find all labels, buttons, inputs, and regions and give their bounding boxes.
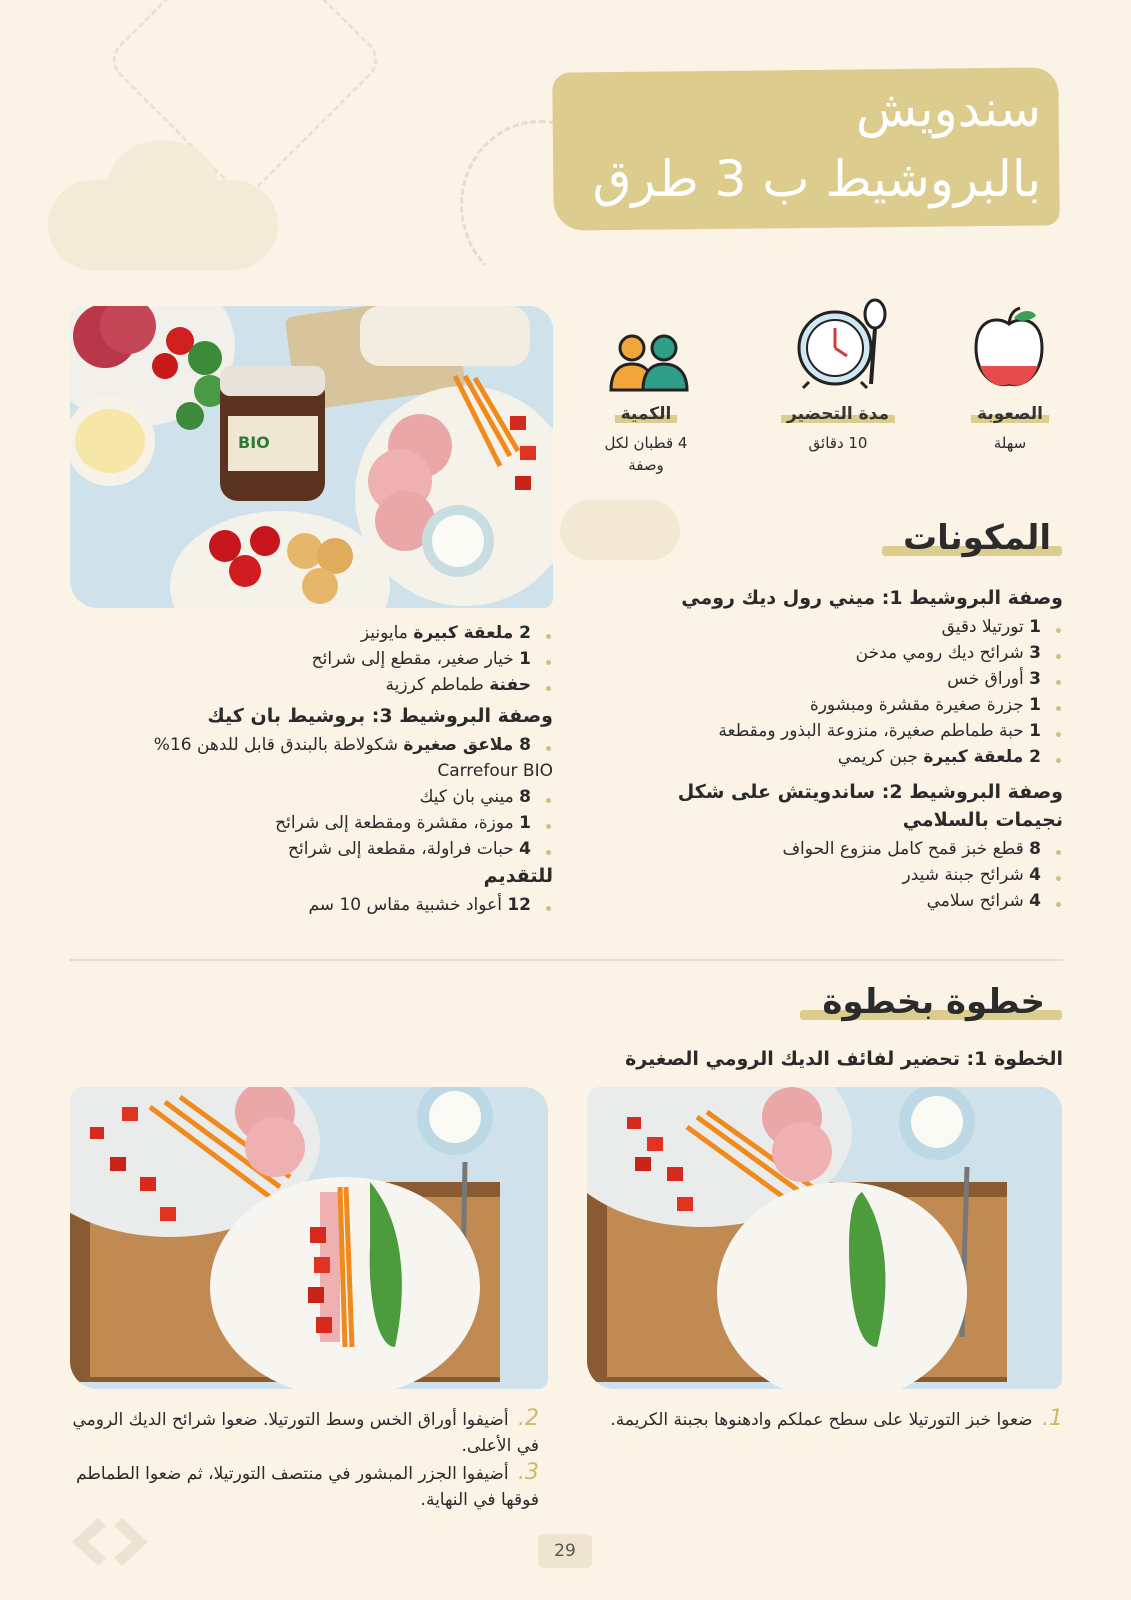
ingredient-item: 8 قطع خبز قمح كامل منزوع الحواف (663, 836, 1063, 862)
difficulty-label: الصعوبة (977, 404, 1043, 424)
ingredient-item-brand: Carrefour BIO (437, 761, 553, 781)
step-3-instruction (69, 1460, 539, 1513)
clock-spoon-icon (795, 296, 891, 392)
ingredient-item: 2 ملعقة كبيرة جبن كريمي (663, 744, 1063, 770)
ingredient-item: 3 شرائح ديك رومي مدخن (663, 640, 1063, 666)
step-text: أضيفوا أوراق الخس وسط التورتيلا. ضعوا شرائح الديك الرومي في الأعلى. (72, 1410, 539, 1456)
serving-title: للتقديم (483, 865, 553, 887)
ingredients-right-column (663, 584, 1063, 914)
page-title-line-1: سندويش (855, 80, 1041, 138)
page-title-line-2: بالبروشيط ب 3 طرق (592, 150, 1041, 208)
prep-time-label: مدة التحضير (787, 404, 889, 424)
ingredient-item: 1 خيار صغير، مقطع إلى شرائح (80, 646, 553, 672)
step-number: 3. (518, 1460, 539, 1485)
difficulty-info (945, 404, 1075, 454)
ingredient-item: 1 تورتيلا دقيق (663, 614, 1063, 640)
ingredient-item: 3 أوراق خس (663, 666, 1063, 692)
step-text: ضعوا خبز التورتيلا على سطح عملكم وادهنوها بجبنة الكريمة. (610, 1410, 1033, 1430)
ingredient-item: 1 جزرة صغيرة مقشرة ومبشورة (663, 692, 1063, 718)
quantity-value: 4 قطبان لكل وصفة (604, 434, 688, 474)
ingredient-item: 8 ميني بان كيك (80, 784, 553, 810)
ingredient-item: حفنة طماطم كرزية (80, 672, 553, 698)
step-1-title: الخطوة 1: تحضير لفائف الديك الرومي الصغيرة (625, 1048, 1063, 1070)
ingredient-item: 12 أعواد خشبية مقاس 10 سم (80, 892, 553, 918)
carrefour-logo-icon (68, 1514, 152, 1570)
step-text: أضيفوا الجزر المبشور في منتصف التورتيلا، ثم ضعوا الطماطم فوقها في النهاية. (76, 1464, 539, 1510)
ingredient-item: 4 شرائح سلامي (663, 888, 1063, 914)
hero-photo-brochette-ingredients (70, 306, 553, 608)
quantity-label: الكمية (620, 404, 672, 424)
ingredient-item: 4 حبات فراولة، مقطعة إلى شرائح (80, 836, 553, 862)
steps-heading: خطوة بخطوة (822, 982, 1045, 1022)
prep-time-info (768, 404, 908, 454)
step-1-instruction (593, 1406, 1063, 1433)
step-number: 2. (518, 1406, 539, 1431)
ingredient-item: 4 شرائح جبنة شيدر (663, 862, 1063, 888)
section-divider (70, 959, 1063, 961)
difficulty-value: سهلة (993, 434, 1027, 452)
ingredient-item: 8 ملاعق صغيرة شكولاطة بالبندق قابل للدهن 16% (80, 732, 553, 758)
ingredient-item: 2 ملعقة كبيرة مايونيز (80, 620, 553, 646)
step-1-photo (587, 1087, 1062, 1389)
people-icon (607, 334, 691, 392)
page-number: 29 (538, 1534, 592, 1568)
decorative-cloud-small (560, 500, 680, 560)
recipe-3-title: وصفة البروشيط 3: بروشيط بان كيك (207, 705, 553, 727)
step-2-photo (70, 1087, 548, 1389)
apple-icon (970, 306, 1048, 392)
decorative-cloud (48, 180, 278, 270)
step-2-instruction (69, 1406, 539, 1459)
svg-text:BIO: BIO (238, 433, 270, 452)
recipe-2-title: وصفة البروشيط 2: ساندويتش على شكل نجيمات بالسلامي (677, 781, 1063, 831)
prep-time-value: 10 دقائق (808, 434, 868, 452)
ingredient-item: 1 حبة طماطم صغيرة، منزوعة البذور ومقطعة (663, 718, 1063, 744)
recipe-1-title: وصفة البروشيط 1: ميني رول ديك رومي (681, 587, 1063, 609)
step-number: 1. (1042, 1406, 1063, 1431)
ingredient-item: 1 موزة، مقشرة ومقطعة إلى شرائح (80, 810, 553, 836)
quantity-info (594, 404, 698, 476)
ingredients-heading: المكونات (902, 518, 1051, 558)
ingredients-left-column (80, 620, 553, 918)
